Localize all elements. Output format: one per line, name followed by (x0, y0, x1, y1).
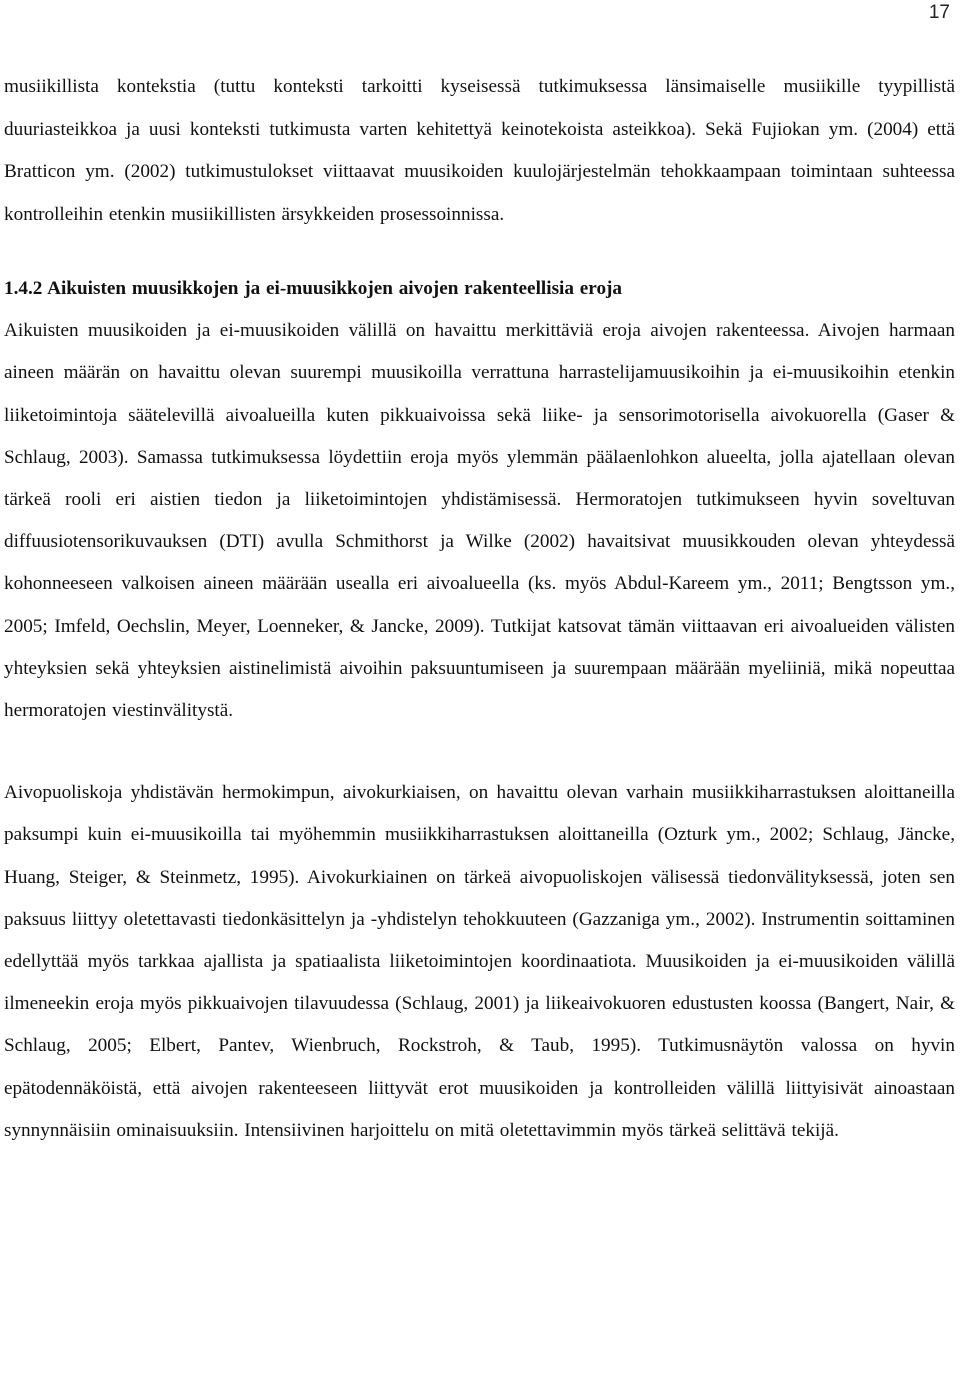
paragraph-spacer (4, 732, 955, 772)
paragraph-structural-differences: Aikuisten muusikoiden ja ei-muusikoiden välillä on havaittu merkittäviä eroja aivojen rakenteessa. Aivojen harmaan aineen määrän on havaittu olevan suurempi muusikoilla verrattuna harrastelijamuusikoihin ja ei-muusikoihin etenkin liiketoimintoja säätelevillä aivoalueilla kuten pikkuaivoissa sekä liike- ja sensorimotorisella aivokuorella (Gaser & Schlaug, 2003). Samassa tutkimuksessa löydettiin eroja myös ylemmän päälaenlohkon alueelta, jolla ajatellaan olevan tärkeä rooli eri aistien tiedon ja liiketoimintojen yhdistämisessä. Hermoratojen tutkimukseen hyvin soveltuvan diffuusiotensorikuvauksen (DTI) avulla Schmithorst ja Wilke (2002) havaitsivat muusikkouden olevan yhteydessä kohonneeseen valkoisen aineen määrään usealla eri aivoalueella (ks. myös Abdul-Kareem ym., 2011; Bengtsson ym., 2005; Imfeld, Oechslin, Meyer, Loenneker, & Jancke, 2009). Tutkijat katsovat tämän viittaavan eri aivoalueiden välisten yhteyksien sekä yhteyksien aistinelimistä aivoihin paksuuntumiseen ja suurempaan määrään myeliiniä, mikä nopeuttaa hermoratojen viestinvälitystä. (4, 320, 955, 722)
section-heading: 1.4.2 Aikuisten muusikkojen ja ei-muusikkojen aivojen rakenteellisia eroja (4, 278, 623, 299)
paragraph-spacer (4, 236, 955, 268)
paragraph-intro: musiikillista kontekstia (tuttu konteksti tarkoitti kyseisessä tutkimuksessa länsimaiselle musiikille tyypillistä duuriasteikkoa ja uusi konteksti tutkimusta varten kehitettyä keinotekoista asteikkoa). Sekä Fujiokan ym. (2004) että Bratticon ym. (2002) tutkimustulokset viittaavat muusikoiden kuulojärjestelmän tehokkaampaan toimintaan suhteessa kontrolleihin etenkin musiikillisten ärsykkeiden prosessoinnissa. (4, 76, 955, 225)
page-number: 17 (928, 2, 950, 23)
document-body (4, 66, 955, 1152)
paragraph-corpus-callosum: Aivopuoliskoja yhdistävän hermokimpun, aivokurkiaisen, on havaittu olevan varhain musiikkiharrastuksen aloittaneilla paksumpi kuin ei-muusikoilla tai myöhemmin musiikkiharrastuksen aloittaneilla (Ozturk ym., 2002; Schlaug, Jäncke, Huang, Steiger, & Steinmetz, 1995). Aivokurkiainen on tärkeä aivopuoliskojen välisessä tiedonvälityksessä, joten sen paksuus liittyy oletettavasti tiedonkäsittelyn ja -yhdistelyn tehokkuuteen (Gazzaniga ym., 2002). Instrumentin soittaminen edellyttää myös tarkkaa ajallista ja spatiaalista liiketoimintojen koordinaatiota. Muusikoiden ja ei-muusikoiden välillä ilmeneekin eroja myös pikkuaivojen tilavuudessa (Schlaug, 2001) ja liikeaivokuoren edustusten koossa (Bangert, Nair, & Schlaug, 2005; Elbert, Pantev, Wienbruch, Rockstroh, & Taub, 1995). Tutkimusnäytön valossa on hyvin epätodennäköistä, että aivojen rakenteeseen liittyvät erot muusikoiden ja kontrolleiden välillä liittyisivät ainoastaan synnynnäisiin ominaisuuksiin. Intensiivinen harjoittelu on mitä oletettavimmin myös tärkeä selittävä tekijä. (4, 782, 955, 1141)
